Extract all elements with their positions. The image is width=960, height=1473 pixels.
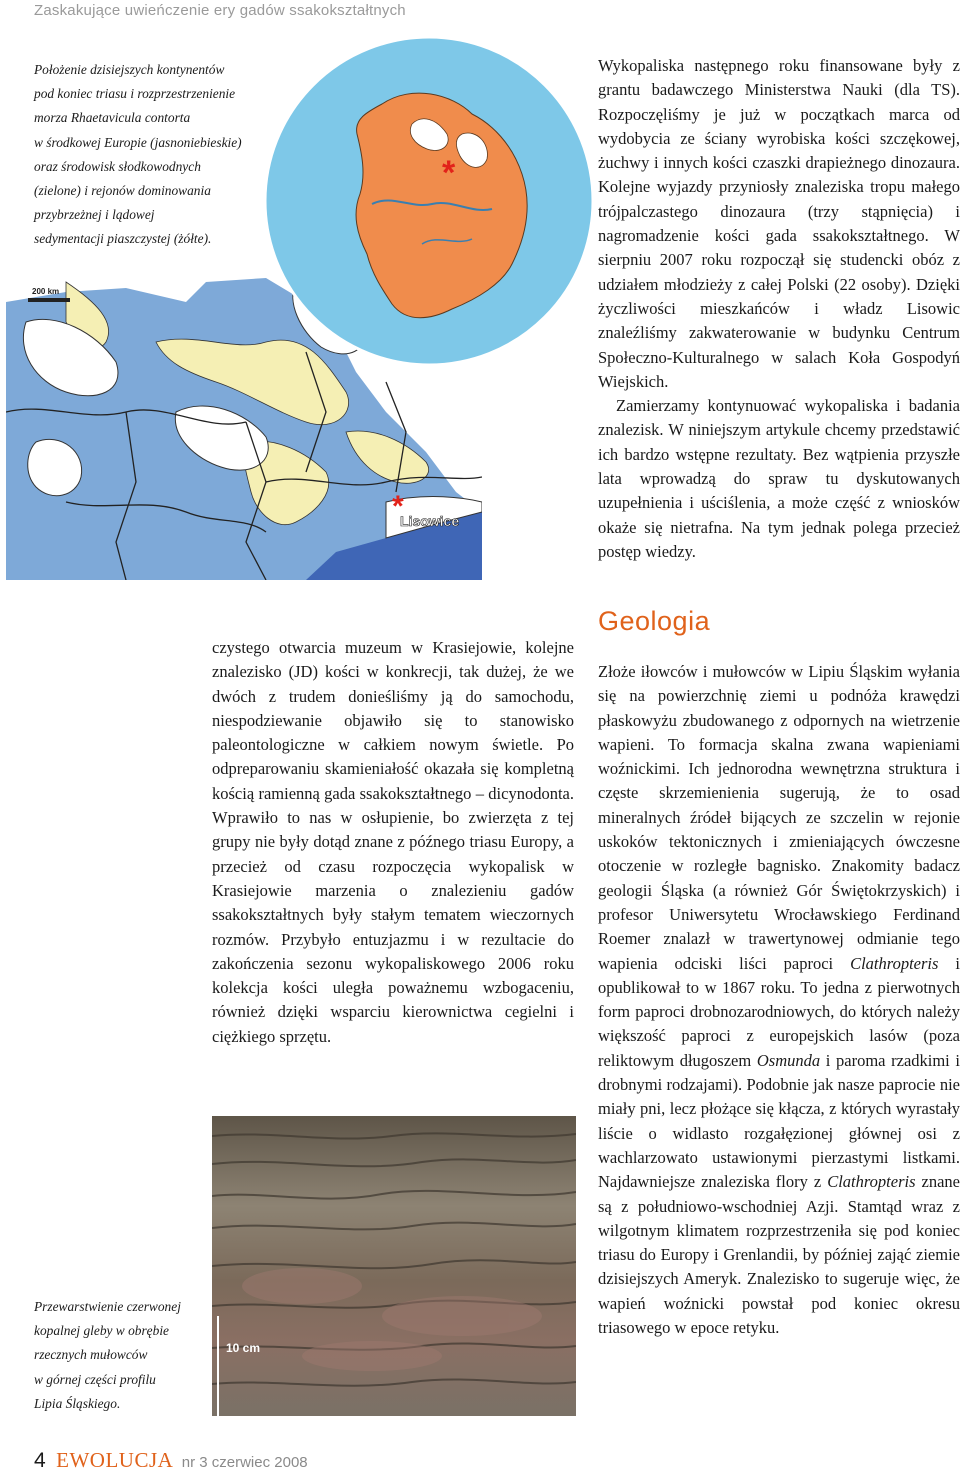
map-caption-line: sedymentacji piaszczystej (żółte). xyxy=(34,231,212,247)
paragraph: czystego otwarcia muzeum w Krasiejowie, kolejne znalezisko (JD) kości w konkrecji, tak dużej, że we dwóch z trudem donieśliśmy ją do samochodu, niespodziewanie objawiło się to stanowisko paleontologiczne w całkiem nowym świetle. Po odpreparowaniu skamieniałość okazała się kompletną kością ramienną gada ssakokształtnego – dicynodonta. Wprawiło to nas w osłupienie, bo zwierzęta z tej grupy nie były dotąd znane z późnego triasu Europy, a przecież od czasu rozpoczęcia wykopalisk w Krasiejowie marzenia o znalezieniu gadów ssakokształtnych były stałym tematem wieczornych rozmów. Przybyło entuzjazmu i w rezultacie do zakończenia sezonu wykopaliskowego 2006 roku kolekcja kości uległa poważnemu wzbogaceniu, również dzięki wsparciu kierownictwa cegielni i ciężkiego sprzętu. xyxy=(212,638,574,1046)
map-caption-line: Położenie dzisiejszych kontynentów xyxy=(34,62,225,77)
running-head: Zaskakujące uwieńczenie ery gadów ssakokształtnych xyxy=(34,2,406,19)
map-caption-line: morza Rhaetavicula contorta xyxy=(34,110,191,126)
pangaea-globe xyxy=(262,34,596,368)
taxon-name: Clathropteris xyxy=(827,1172,916,1192)
text-run: i paroma rzadkimi i drobnymi rodzajami). Podobnie jak nasze paprocie nie miały pni, lecz płożące się kłącza, z których wyrastały liście o widlasto rozgałęzionej głównej osi z wachlarzowato ustawionymi pierzastymi listkami. Najdawniejsze znaleziska flory z xyxy=(598,1050,960,1192)
map-scale-label: 200 km xyxy=(32,287,60,296)
lisowice-marker: * xyxy=(392,490,404,523)
article-column-middle xyxy=(212,636,574,1049)
paragraph: Wykopaliska następnego roku finansowane były z grantu badawczego Ministerstwa Nauki (dla TS). Rozpoczęliśmy je już w początkach marca od wydobycia ze ściany wyrobiska kości szczękowej, żuchwy i innych kości czaszki drapieżnego dinozaura. Kolejne wyjazdy przyniosły znaleziska tropu małego trójpalczastego dinozaura (trzy stąpnięcia) i nagromadzenie kości gada ssakokształtnego. W sierpniu 2007 roku rozpoczął się studencki obóz z udziałem młodzieży z całej Polski (22 osoby). Dzięki życzliwości mieszkańców i władz Lisowic znaleźliśmy zakwaterowanie w budynku Centrum Społeczno-Kulturalnego w salach Koła Gospodyń Wiejskich. xyxy=(598,56,960,391)
paragraph: Zamierzamy kontynuować wykopaliska i badania znalezisk. W niniejszym artykule chcemy przedstawić ich bardzo wstępne rezultaty. Bez wątpienia przyszłe lata wprowadzą do spraw tu dyskutowanych uzupełnienia i uściślenia, a może część z wniosków okaże się nietrafna. Na tym jednak polega przecież postęp wiedzy. xyxy=(598,396,960,561)
issue-info: nr 3 czerwiec 2008 xyxy=(181,1454,308,1471)
taxon-name: Osmunda xyxy=(756,1050,821,1070)
article-column-right-bottom xyxy=(598,660,960,1340)
rock-caption xyxy=(34,1295,209,1416)
magazine-name: EWOLUCJA xyxy=(56,1448,174,1472)
text-run: Złoże iłowców i mułowców w Lipiu Śląskim wyłania się na powierzchnię ziemi u podnóża krawędzi płaskowyżu zbudowanego z odpornych na wietrzenie wapieni. To formacja skalna zwana wapieniami woźnickimi. Ich jednorodna wewnętrzna struktura i częste skrzemienienia sugerują, że to osad mineralnych źródeł bijących ze szczelin w rejonie uskoków tektonicznych i zmieniających ówczesne otoczenie w rozległe bagnisko. Znakomity badacz geologii Śląska (a również Gór Świętokrzyskich) i profesor Uniwersytetu Wrocławskiego Ferdinand Roemer znalazł w trawertynowej odmianie tego wapienia odciski liści paproci xyxy=(598,662,960,973)
article-column-right-top xyxy=(598,54,960,564)
page-footer xyxy=(34,1448,308,1473)
rock-caption-line: Przewarstwienie czerwonej xyxy=(34,1299,181,1314)
map-caption-line: (zielone) i rejonów dominowania xyxy=(34,183,211,199)
map-caption-line: pod koniec triasu i rozprzestrzenienie xyxy=(34,86,236,102)
paragraph xyxy=(598,660,960,1340)
map-caption-line: przybrzeżnej i lądowej xyxy=(34,207,155,223)
rock-caption-line: Lipia Śląskiego. xyxy=(34,1395,121,1411)
map-caption xyxy=(34,58,284,252)
rock-caption-line: w górnej części profilu xyxy=(34,1371,156,1387)
taxon-name: Clathropteris xyxy=(850,953,939,973)
lisowice-label: Lisowice xyxy=(400,513,460,529)
map-caption-line: oraz środowisk słodkowodnych xyxy=(34,158,201,174)
page-number: 4 xyxy=(34,1449,46,1472)
globe-marker: * xyxy=(442,154,456,192)
map-caption-line: w środkowej Europie (jasnoniebieskie) xyxy=(34,134,242,150)
text-run: i opublikował to w 1867 roku. To jedna z pierwotnych form paproci drobnozarodniowych, do których należy większość paproci z europejskich lasów (poza reliktowym długoszem xyxy=(598,953,960,1070)
section-heading-geology: Geologia xyxy=(598,606,711,636)
text-run: znane są z południowo-wschodniej Azji. Stamtąd wraz z wilgotnym klimatem rozprzestrzeniła się pod koniec triasu do Europy i Grenlandii, by później zająć ziemie dzisiejszych Ameryk. Znalezisko to sugeruje więc, że wapień woźnicki powstał pod koniec okresu triasowego w epoce retyku. xyxy=(598,1172,960,1338)
rock-caption-line: kopalnej gleby w obrębie xyxy=(34,1323,169,1339)
rock-scale-label: 10 cm xyxy=(226,1341,261,1355)
rock-outcrop-photo xyxy=(212,1116,576,1416)
rock-caption-line: rzecznych mułowców xyxy=(34,1347,148,1363)
